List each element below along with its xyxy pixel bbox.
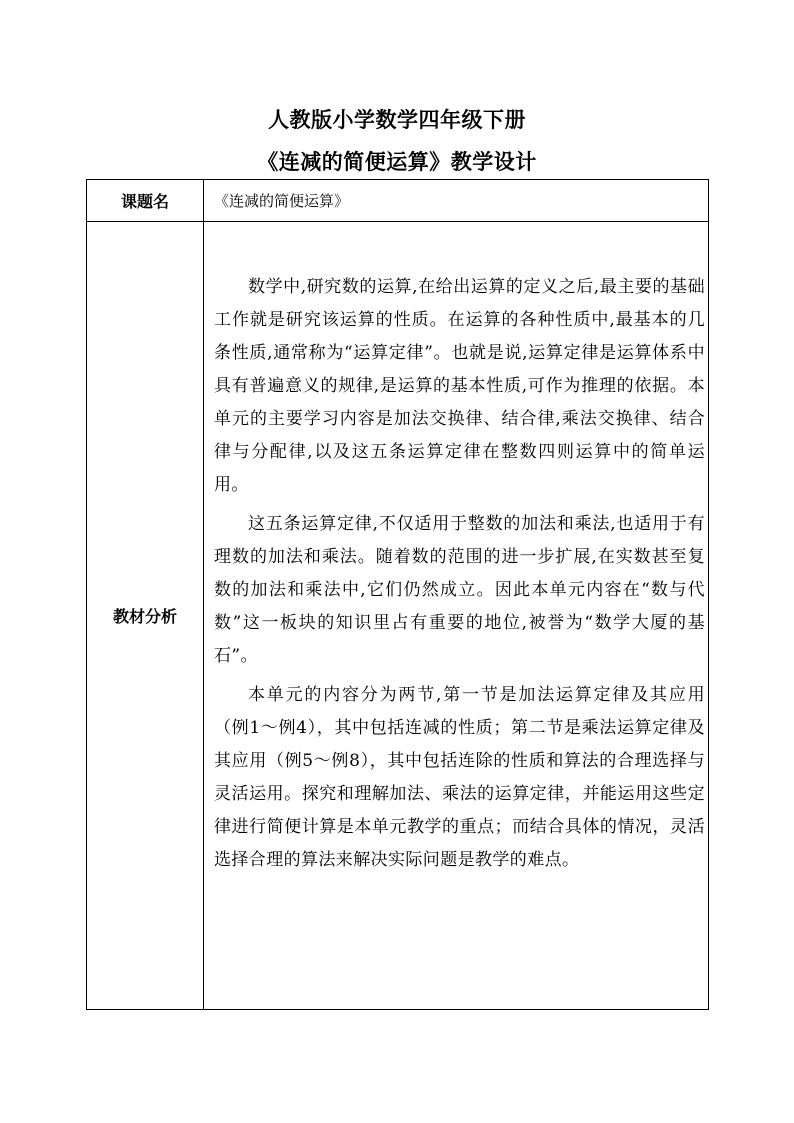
analysis-paragraph: 数学中,研究数的运算,在给出运算的定义之后,最主要的基础工作就是研究该运算的性质。在运算的各种性质中,最基本的几条性质,通常称为“运算定律”。也就是说,运算定律是运算体系中具有普遍意义的规律,是运算的基本性质,可作为推理的依据。本单元的主要学习内容是加法交换律、结合律,乘法交换律、结合律与分配律,以及这五条运算定律在整数四则运算中的简单运用。 — [214, 277, 705, 495]
document-subtitle: 《连减的简便运算》教学设计 — [257, 150, 537, 174]
table-row-material-analysis — [87, 222, 709, 1010]
analysis-paragraph: 本单元的内容分为两节,第一节是加法运算定律及其应用（例1～例4），其中包括连减的性质；第二节是乘法运算定律及其应用（例5～例8），其中包括连除的性质和算法的合理选择与灵活运用。探究和理解加法、乘法的运算定律，并能运用这些定律进行简便计算是本单元教学的重点；而结合具体的情况，灵活选择合理的算法来解决实际问题是教学的难点。 — [214, 685, 705, 870]
lesson-plan-table — [86, 179, 709, 1010]
topic-label: 课题名 — [87, 180, 204, 222]
material-analysis-content — [204, 222, 709, 1010]
document-title: 人教版小学数学四年级下册 — [268, 108, 526, 132]
table-row-topic — [87, 180, 709, 222]
analysis-paragraph: 这五条运算定律,不仅适用于整数的加法和乘法,也适用于有理数的加法和乘法。随着数的范围的进一步扩展,在实数甚至复数的加法和乘法中,它们仍然成立。因此本单元内容在“数与代数”这一板块的知识里占有重要的地位,被誉为“数学大厦的基石”。 — [214, 514, 705, 666]
topic-value: 《连减的简便运算》 — [204, 180, 709, 222]
material-analysis-label: 教材分析 — [87, 222, 204, 1010]
